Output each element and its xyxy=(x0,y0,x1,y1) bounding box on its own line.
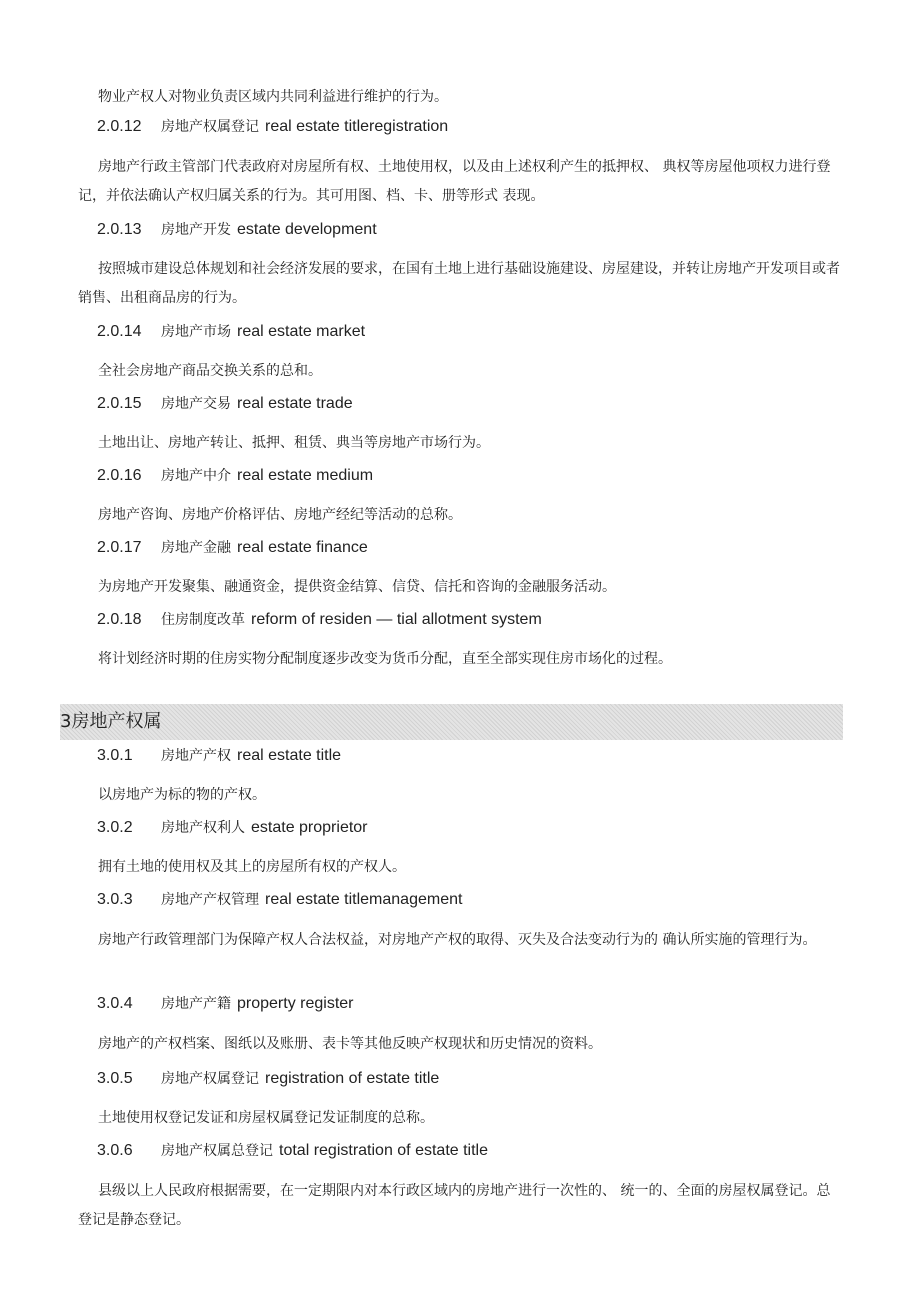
term-number: 2.0.12 xyxy=(97,118,142,135)
term-chinese: 住房制度改革 xyxy=(161,612,245,628)
section-header xyxy=(60,704,843,740)
term-english: real estate titleregistration xyxy=(265,118,449,135)
term-english: property register xyxy=(237,995,354,1012)
term-number: 3.0.6 xyxy=(97,1142,133,1159)
term-number: 2.0.16 xyxy=(97,467,142,484)
term-heading xyxy=(97,465,920,485)
term-heading xyxy=(97,993,920,1013)
term-heading xyxy=(97,1068,920,1088)
term-definition: 土地使用权登记发证和房屋权属登记发证制度的总称。 xyxy=(98,1110,434,1126)
section-title: 3房地产权属 xyxy=(60,711,162,732)
term-english: total registration of estate title xyxy=(279,1142,488,1159)
term-english: real estate trade xyxy=(237,395,353,412)
term-heading xyxy=(97,219,920,239)
term-chinese: 房地产权利人 xyxy=(161,820,245,836)
intro-text: 物业产权人对物业负责区域内共同利益进行维护的行为。 xyxy=(98,89,448,105)
term-number: 3.0.4 xyxy=(97,995,133,1012)
term-definition: 房地产咨询、房地产价格评估、房地产经纪等活动的总称。 xyxy=(98,507,462,523)
term-definition: 为房地产开发聚集、融通资金，提供资金结算、信贷、信托和咨询的金融服务活动。 xyxy=(98,579,616,595)
term-number: 3.0.1 xyxy=(97,747,133,764)
term-heading xyxy=(97,393,920,413)
term-number: 2.0.18 xyxy=(97,611,142,628)
term-chinese: 房地产产籍 xyxy=(161,996,231,1012)
term-definition: 拥有土地的使用权及其上的房屋所有权的产权人。 xyxy=(98,859,406,875)
term-definition: 房地产行政管理部门为保障产权人合法权益，对房地产产权的取得、灭失及合法变动行为的 确认所实施的管理行为。 xyxy=(98,932,817,948)
term-heading xyxy=(97,609,920,629)
term-chinese: 房地产市场 xyxy=(161,324,231,340)
term-chinese: 房地产权属登记 xyxy=(161,1071,259,1087)
term-chinese: 房地产权属登记 xyxy=(161,119,259,135)
term-english: real estate market xyxy=(237,323,366,340)
term-english: estate proprietor xyxy=(251,819,368,836)
term-number: 2.0.15 xyxy=(97,395,142,412)
term-heading xyxy=(97,116,920,136)
term-definition: 房地产的产权档案、图纸以及账册、表卡等其他反映产权现状和历史情况的资料。 xyxy=(98,1036,602,1052)
term-definition: 按照城市建设总体规划和社会经济发展的要求，在国有土地上进行基础设施建设、房屋建设，并转让房地产开发项目或者销售、出租商品房的行为。 xyxy=(78,261,840,306)
term-english: estate development xyxy=(237,221,377,238)
term-heading xyxy=(97,321,920,341)
term-number: 3.0.5 xyxy=(97,1070,133,1087)
term-chinese: 房地产产权 xyxy=(161,748,231,764)
term-heading xyxy=(97,745,920,765)
term-chinese: 房地产权属总登记 xyxy=(161,1143,273,1159)
term-heading xyxy=(97,817,920,837)
term-definition: 以房地产为标的物的产权。 xyxy=(98,787,266,803)
term-number: 2.0.17 xyxy=(97,539,142,556)
term-chinese: 房地产产权管理 xyxy=(161,892,259,908)
term-definition: 土地出让、房地产转让、抵押、租赁、典当等房地产市场行为。 xyxy=(98,435,490,451)
term-english: registration of estate title xyxy=(265,1070,440,1087)
term-chinese: 房地产开发 xyxy=(161,222,231,238)
term-english: real estate finance xyxy=(237,539,368,556)
term-number: 2.0.13 xyxy=(97,221,142,238)
term-definition: 房地产行政主管部门代表政府对房屋所有权、土地使用权，以及由上述权利产生的抵押权、 典权等房屋他项权力进行登记，并依法确认产权归属关系的行为。其可用图、档、卡、册等形式 表现。 xyxy=(78,159,831,204)
term-english: real estate titlemanagement xyxy=(265,891,463,908)
term-definition: 县级以上人民政府根据需要，在一定期限内对本行政区域内的房地产进行一次性的、 统一的、全面的房屋权属登记。总登记是静态登记。 xyxy=(78,1183,831,1228)
term-heading xyxy=(97,537,920,557)
term-english: reform of residen — tial allotment system xyxy=(251,611,542,628)
term-heading xyxy=(97,1140,920,1160)
term-number: 3.0.2 xyxy=(97,819,133,836)
term-definition: 将计划经济时期的住房实物分配制度逐步改变为货币分配，直至全部实现住房市场化的过程。 xyxy=(98,651,672,667)
term-chinese: 房地产交易 xyxy=(161,396,231,412)
term-definition: 全社会房地产商品交换关系的总和。 xyxy=(98,363,322,379)
term-number: 2.0.14 xyxy=(97,323,142,340)
term-chinese: 房地产中介 xyxy=(161,468,231,484)
term-english: real estate title xyxy=(237,747,342,764)
term-number: 3.0.3 xyxy=(97,891,133,908)
term-heading xyxy=(97,889,920,909)
term-chinese: 房地产金融 xyxy=(161,540,231,556)
term-english: real estate medium xyxy=(237,467,374,484)
